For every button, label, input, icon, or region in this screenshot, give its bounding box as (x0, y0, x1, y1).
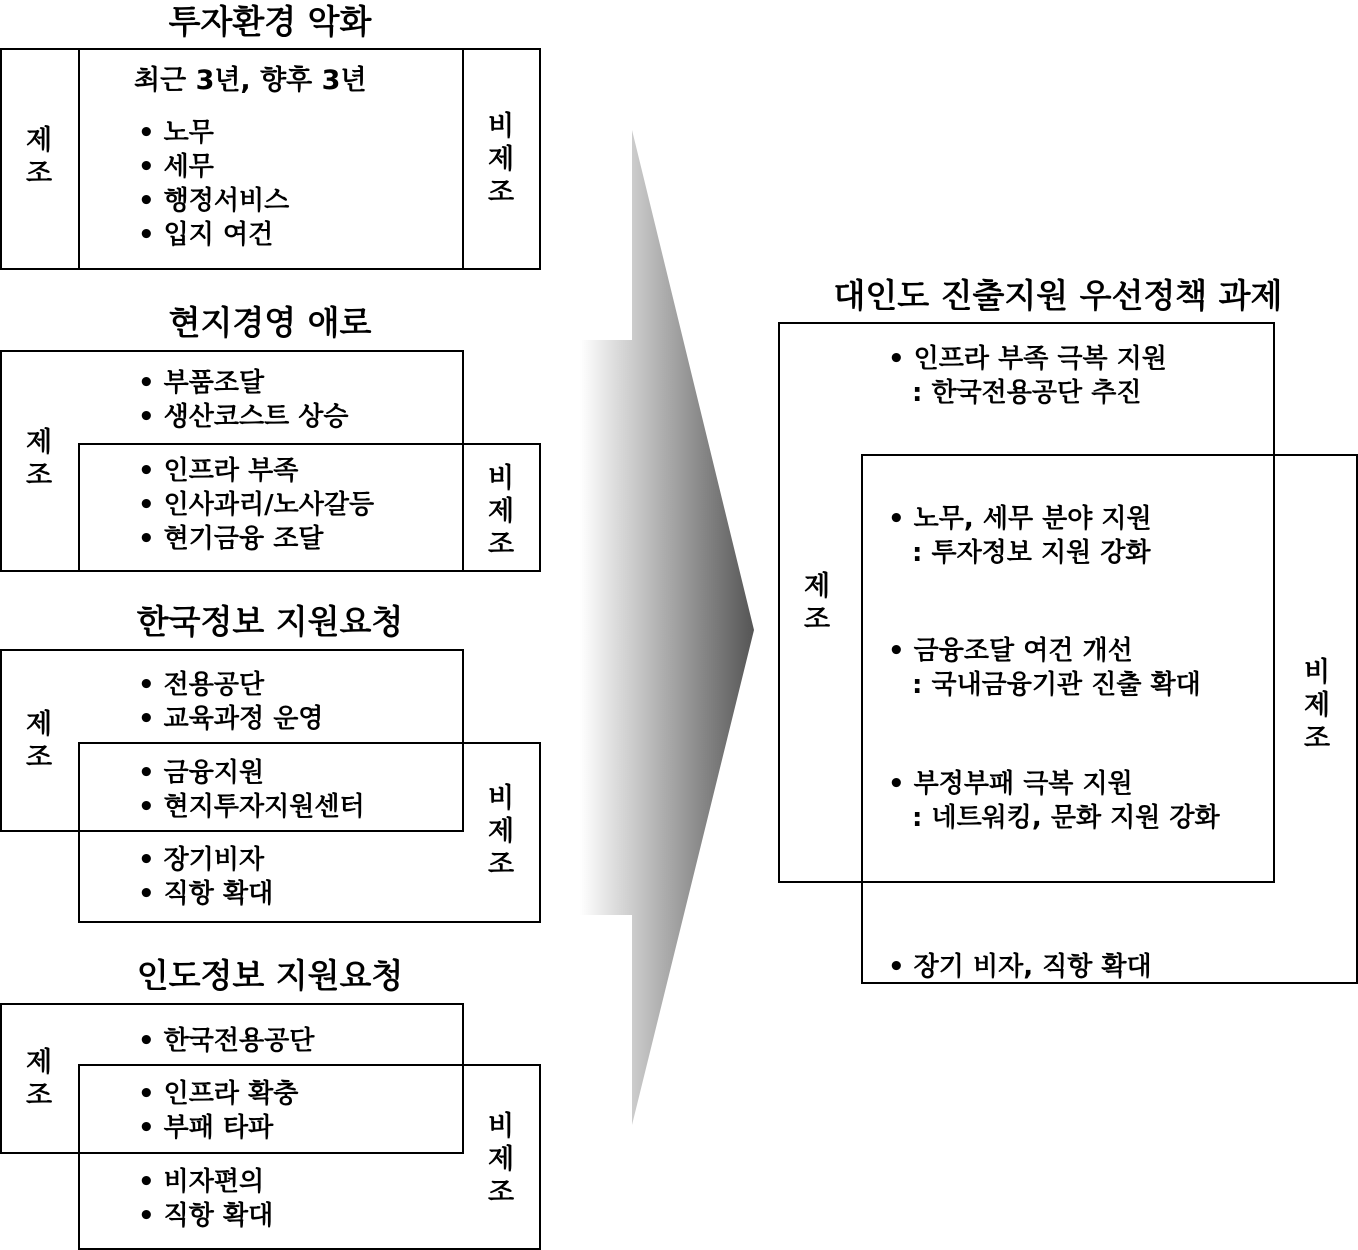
section3-mfg-label: 제 조 (25, 709, 53, 773)
section4-item-nonmfg: • 비자편의 (138, 1165, 264, 1199)
policy-item-detail: : 투자정보 지원 강화 (912, 538, 1151, 568)
policy-item-detail: : 한국전용공단 추진 (912, 378, 1142, 408)
section1-title: 투자환경 악화 (168, 2, 372, 41)
section1-item: • 노무 (138, 116, 214, 150)
section1-item: • 입지 여건 (138, 218, 273, 252)
policy-item-detail: : 네트워킹, 문화 지원 강화 (912, 803, 1220, 833)
policy-item: • 부정부패 극복 지원 (888, 767, 1133, 801)
policy-item: • 장기 비자, 직항 확대 (888, 950, 1152, 984)
section4-title: 인도정보 지원요청 (136, 956, 404, 995)
policy-mfg-label: 제 조 (803, 571, 831, 635)
section2-item-mfg: • 부품조달 (138, 366, 264, 400)
section4-item-mfg: • 한국전용공단 (138, 1024, 314, 1058)
section3-nonmfg-label: 비 제 조 (487, 783, 515, 880)
section2-nonmfg-label: 비 제 조 (487, 463, 515, 560)
section1-nonmfg-label: 비 제 조 (487, 111, 515, 208)
section4-mfg-label: 제 조 (25, 1047, 53, 1111)
section4-item-both: • 부패 타파 (138, 1111, 273, 1145)
section1-subtitle: 최근 3년, 향후 3년 (134, 65, 367, 96)
section4-item-both: • 인프라 확충 (138, 1077, 298, 1111)
section3-item-nonmfg: • 직항 확대 (138, 877, 273, 911)
policy-item: • 금융조달 여건 개선 (888, 634, 1133, 668)
section3-item-mfg: • 교육과정 운영 (138, 702, 323, 736)
section2-item-both: • 인사과리/노사갈등 (138, 488, 374, 522)
section1-item: • 세무 (138, 150, 214, 184)
section2-item-mfg: • 생산코스트 상승 (138, 400, 349, 434)
section4-nonmfg-label: 비 제 조 (487, 1111, 515, 1208)
section3-item-mfg: • 전용공단 (138, 668, 264, 702)
section3-item-both: • 현지투자지원센터 (138, 790, 365, 824)
section1-item: • 행정서비스 (138, 184, 289, 218)
policy-item-detail: : 국내금융기관 진출 확대 (912, 670, 1201, 700)
section2-mfg-label: 제 조 (25, 427, 53, 491)
section3-item-nonmfg: • 장기비자 (138, 843, 264, 877)
section2-item-both: • 현기금융 조달 (138, 522, 323, 556)
section3-item-both: • 금융지원 (138, 756, 264, 790)
section1-mfg-label: 제 조 (25, 125, 53, 189)
section4-item-nonmfg: • 직항 확대 (138, 1199, 273, 1233)
section2-item-both: • 인프라 부족 (138, 454, 298, 488)
policy-item: • 노무, 세무 분야 지원 (888, 502, 1152, 536)
section3-title: 한국정보 지원요청 (136, 602, 404, 641)
section2-title: 현지경영 애로 (168, 303, 372, 342)
policy-nonmfg-label: 비 제 조 (1303, 657, 1331, 754)
policy-title: 대인도 진출지원 우선정책 과제 (833, 276, 1283, 315)
policy-item: • 인프라 부족 극복 지원 (888, 342, 1167, 376)
